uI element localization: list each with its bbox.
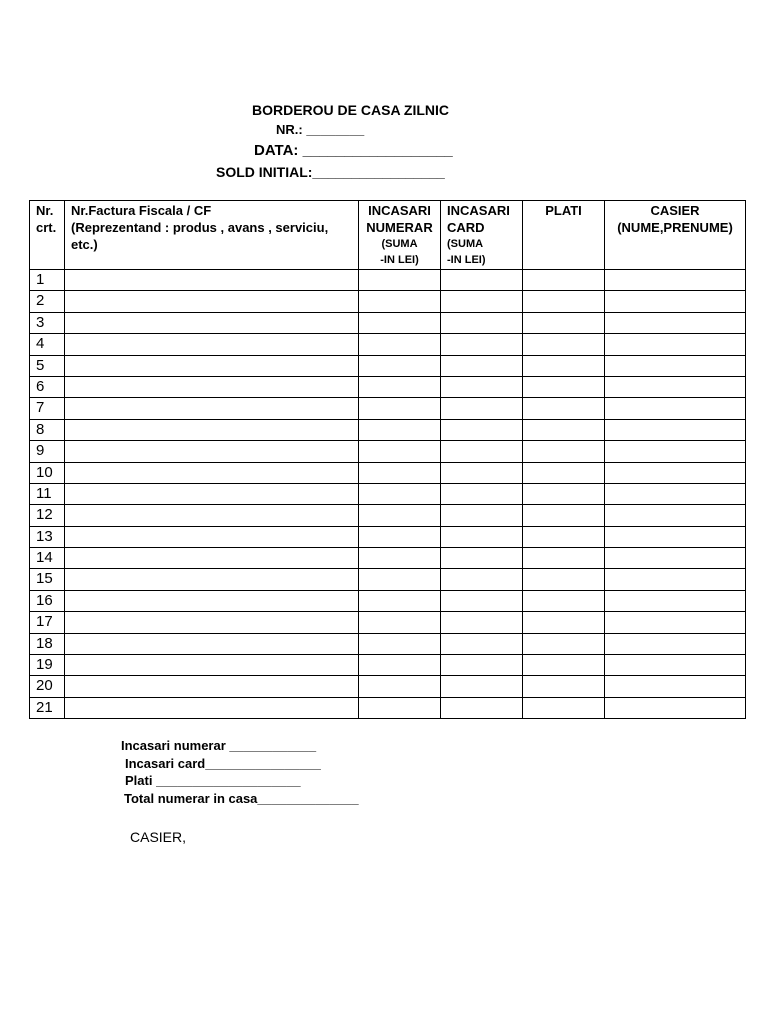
column-header-cashier	[605, 201, 746, 270]
row-invoice-cell[interactable]	[65, 291, 359, 312]
row-card-cell[interactable]	[441, 676, 523, 697]
row-card-cell[interactable]	[441, 291, 523, 312]
row-card-cell[interactable]	[441, 633, 523, 654]
row-number: 7	[30, 398, 65, 419]
column-header-nr	[30, 201, 65, 270]
row-number: 16	[30, 590, 65, 611]
column-header-cash-receipts	[359, 201, 441, 270]
table-row	[30, 312, 746, 333]
row-card-cell[interactable]	[441, 270, 523, 291]
table-row	[30, 526, 746, 547]
table-row	[30, 569, 746, 590]
table-row	[30, 633, 746, 654]
row-card-cell[interactable]	[441, 569, 523, 590]
row-cash-cell[interactable]	[359, 483, 441, 504]
cash-register-table	[29, 200, 746, 719]
column-header-cash-sub1: (SUMA	[381, 238, 418, 250]
row-card-cell[interactable]	[441, 526, 523, 547]
row-invoice-cell[interactable]	[65, 697, 359, 718]
row-card-cell[interactable]	[441, 655, 523, 676]
row-cashier-cell[interactable]	[605, 398, 746, 419]
column-header-invoice-line2: (Reprezentand : produs , avans , serviciu,	[71, 220, 329, 235]
row-number: 13	[30, 526, 65, 547]
column-header-cashier-line1: CASIER	[650, 203, 700, 218]
table-row	[30, 334, 746, 355]
row-cash-cell[interactable]	[359, 633, 441, 654]
column-header-invoice	[65, 201, 359, 270]
table-row	[30, 548, 746, 569]
row-card-cell[interactable]	[441, 612, 523, 633]
row-cashier-cell[interactable]	[605, 483, 746, 504]
table-row	[30, 398, 746, 419]
row-card-cell[interactable]	[441, 697, 523, 718]
row-invoice-cell[interactable]	[65, 655, 359, 676]
row-card-cell[interactable]	[441, 590, 523, 611]
table-row	[30, 462, 746, 483]
row-number: 21	[30, 697, 65, 718]
row-cashier-cell[interactable]	[605, 505, 746, 526]
column-header-card-receipts	[441, 201, 523, 270]
row-payments-cell[interactable]	[523, 398, 605, 419]
row-invoice-cell[interactable]	[65, 355, 359, 376]
row-number: 11	[30, 483, 65, 504]
row-cashier-cell[interactable]	[605, 355, 746, 376]
row-cash-cell[interactable]	[359, 334, 441, 355]
row-cash-cell[interactable]	[359, 505, 441, 526]
row-payments-cell[interactable]	[523, 676, 605, 697]
row-cash-cell[interactable]	[359, 526, 441, 547]
row-invoice-cell[interactable]	[65, 526, 359, 547]
column-header-payments	[523, 201, 605, 270]
row-number: 17	[30, 612, 65, 633]
table-row	[30, 655, 746, 676]
row-cash-cell[interactable]	[359, 419, 441, 440]
row-cashier-cell[interactable]	[605, 462, 746, 483]
row-invoice-cell[interactable]	[65, 590, 359, 611]
column-header-invoice-line1: Nr.Factura Fiscala / CF	[71, 203, 212, 218]
table-row	[30, 355, 746, 376]
row-cash-cell[interactable]	[359, 291, 441, 312]
table-row	[30, 376, 746, 397]
row-invoice-cell[interactable]	[65, 633, 359, 654]
row-number: 8	[30, 419, 65, 440]
table-row	[30, 676, 746, 697]
document-number-field: NR.: ________	[276, 122, 365, 137]
row-payments-cell[interactable]	[523, 590, 605, 611]
table-row	[30, 590, 746, 611]
column-header-nr-line2: crt.	[36, 220, 57, 235]
row-number: 12	[30, 505, 65, 526]
row-cash-cell[interactable]	[359, 441, 441, 462]
row-number: 2	[30, 291, 65, 312]
row-card-cell[interactable]	[441, 398, 523, 419]
row-number: 19	[30, 655, 65, 676]
row-invoice-cell[interactable]	[65, 505, 359, 526]
row-card-cell[interactable]	[441, 312, 523, 333]
summary-card-receipts: Incasari card________________	[125, 756, 321, 771]
cashier-signature-label: CASIER,	[130, 829, 187, 845]
row-payments-cell[interactable]	[523, 548, 605, 569]
column-header-cash-line1: INCASARI	[368, 203, 431, 218]
row-card-cell[interactable]	[441, 334, 523, 355]
table-row	[30, 697, 746, 718]
date-field: DATA: __________________	[254, 142, 453, 159]
summary-total-cash: Total numerar in casa______________	[124, 791, 359, 806]
row-payments-cell[interactable]	[523, 355, 605, 376]
column-header-payments-label: PLATI	[545, 203, 582, 218]
column-header-cash-sub2: -IN LEI)	[380, 254, 419, 266]
row-invoice-cell[interactable]	[65, 312, 359, 333]
row-cashier-cell[interactable]	[605, 569, 746, 590]
row-number: 6	[30, 376, 65, 397]
row-invoice-cell[interactable]	[65, 376, 359, 397]
table-row	[30, 441, 746, 462]
row-number: 1	[30, 270, 65, 291]
row-payments-cell[interactable]	[523, 612, 605, 633]
row-invoice-cell[interactable]	[65, 334, 359, 355]
row-invoice-cell[interactable]	[65, 270, 359, 291]
row-invoice-cell[interactable]	[65, 676, 359, 697]
row-number: 10	[30, 462, 65, 483]
summary-payments: Plati ____________________	[125, 773, 301, 788]
row-cashier-cell[interactable]	[605, 312, 746, 333]
column-header-card-sub1: (SUMA	[447, 238, 484, 250]
row-cashier-cell[interactable]	[605, 633, 746, 654]
column-header-cashier-line2: (NUME,PRENUME)	[617, 220, 733, 235]
row-payments-cell[interactable]	[523, 462, 605, 483]
row-number: 3	[30, 312, 65, 333]
row-number: 20	[30, 676, 65, 697]
row-payments-cell[interactable]	[523, 655, 605, 676]
document-title: BORDEROU DE CASA ZILNIC	[252, 102, 450, 118]
row-cashier-cell[interactable]	[605, 334, 746, 355]
row-cashier-cell[interactable]	[605, 376, 746, 397]
row-cash-cell[interactable]	[359, 376, 441, 397]
table-row	[30, 419, 746, 440]
row-cash-cell[interactable]	[359, 270, 441, 291]
row-cashier-cell[interactable]	[605, 291, 746, 312]
row-card-cell[interactable]	[441, 376, 523, 397]
row-card-cell[interactable]	[441, 505, 523, 526]
row-invoice-cell[interactable]	[65, 548, 359, 569]
row-invoice-cell[interactable]	[65, 569, 359, 590]
row-cash-cell[interactable]	[359, 548, 441, 569]
row-cashier-cell[interactable]	[605, 548, 746, 569]
row-invoice-cell[interactable]	[65, 612, 359, 633]
row-card-cell[interactable]	[441, 462, 523, 483]
row-cashier-cell[interactable]	[605, 655, 746, 676]
row-cashier-cell[interactable]	[605, 419, 746, 440]
row-invoice-cell[interactable]	[65, 419, 359, 440]
column-header-nr-line1: Nr.	[36, 203, 54, 218]
row-cash-cell[interactable]	[359, 676, 441, 697]
row-cash-cell[interactable]	[359, 312, 441, 333]
column-header-card-line1: INCASARI	[447, 203, 510, 218]
row-payments-cell[interactable]	[523, 419, 605, 440]
row-card-cell[interactable]	[441, 419, 523, 440]
row-card-cell[interactable]	[441, 483, 523, 504]
row-cash-cell[interactable]	[359, 355, 441, 376]
row-cash-cell[interactable]	[359, 398, 441, 419]
row-cash-cell[interactable]	[359, 697, 441, 718]
summary-cash-receipts: Incasari numerar ____________	[121, 738, 317, 753]
table-row	[30, 270, 746, 291]
row-cash-cell[interactable]	[359, 569, 441, 590]
column-header-cash-line2: NUMERAR	[366, 220, 433, 235]
row-cashier-cell[interactable]	[605, 697, 746, 718]
row-invoice-cell[interactable]	[65, 398, 359, 419]
table-row	[30, 291, 746, 312]
row-cashier-cell[interactable]	[605, 270, 746, 291]
initial-balance-field: SOLD INITIAL:_________________	[216, 164, 445, 180]
row-cashier-cell[interactable]	[605, 441, 746, 462]
row-cash-cell[interactable]	[359, 655, 441, 676]
row-invoice-cell[interactable]	[65, 441, 359, 462]
row-payments-cell[interactable]	[523, 505, 605, 526]
row-payments-cell[interactable]	[523, 697, 605, 718]
row-payments-cell[interactable]	[523, 483, 605, 504]
row-number: 14	[30, 548, 65, 569]
table-row	[30, 505, 746, 526]
column-header-card-line2: CARD	[447, 220, 485, 235]
row-number: 5	[30, 355, 65, 376]
row-cash-cell[interactable]	[359, 612, 441, 633]
row-cashier-cell[interactable]	[605, 590, 746, 611]
row-card-cell[interactable]	[441, 355, 523, 376]
row-payments-cell[interactable]	[523, 633, 605, 654]
row-payments-cell[interactable]	[523, 334, 605, 355]
row-number: 9	[30, 441, 65, 462]
table-row	[30, 483, 746, 504]
row-cashier-cell[interactable]	[605, 612, 746, 633]
row-cash-cell[interactable]	[359, 462, 441, 483]
table-row	[30, 612, 746, 633]
row-payments-cell[interactable]	[523, 312, 605, 333]
row-payments-cell[interactable]	[523, 441, 605, 462]
row-payments-cell[interactable]	[523, 291, 605, 312]
row-payments-cell[interactable]	[523, 270, 605, 291]
row-invoice-cell[interactable]	[65, 462, 359, 483]
row-payments-cell[interactable]	[523, 526, 605, 547]
row-card-cell[interactable]	[441, 548, 523, 569]
table-header-row	[30, 201, 746, 270]
row-payments-cell[interactable]	[523, 376, 605, 397]
row-cashier-cell[interactable]	[605, 526, 746, 547]
column-header-invoice-line3: etc.)	[71, 237, 98, 252]
row-card-cell[interactable]	[441, 441, 523, 462]
column-header-card-sub2: -IN LEI)	[447, 254, 486, 266]
row-invoice-cell[interactable]	[65, 483, 359, 504]
row-payments-cell[interactable]	[523, 569, 605, 590]
row-number: 18	[30, 633, 65, 654]
row-cashier-cell[interactable]	[605, 676, 746, 697]
row-cash-cell[interactable]	[359, 590, 441, 611]
row-number: 4	[30, 334, 65, 355]
row-number: 15	[30, 569, 65, 590]
